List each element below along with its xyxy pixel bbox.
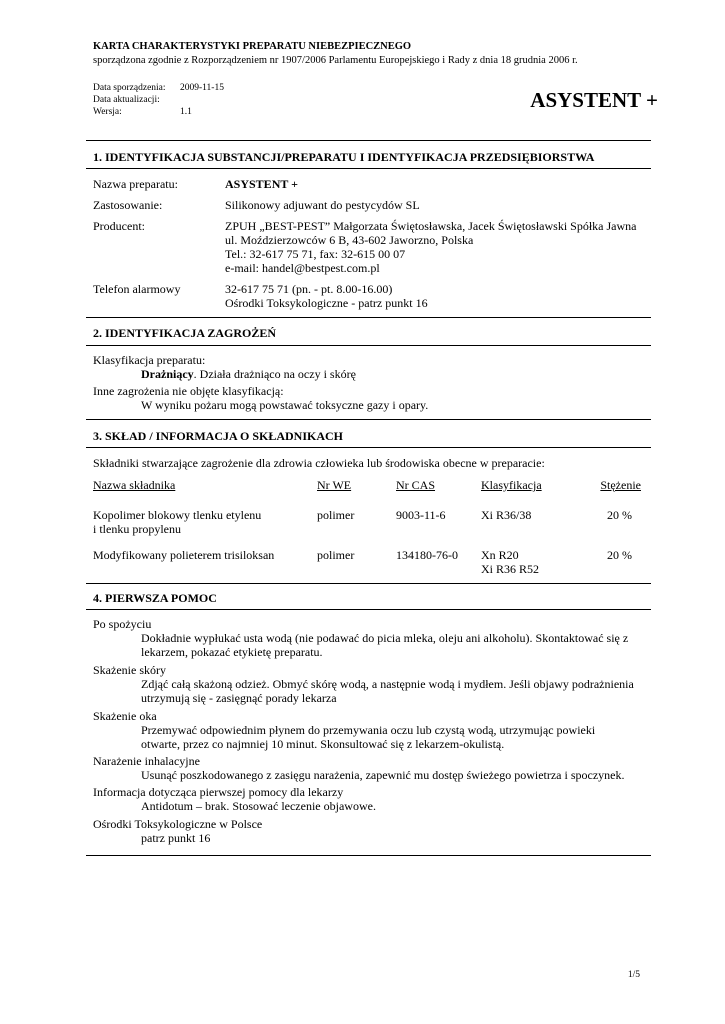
first-aid-heading: Narażenie inhalacyjne <box>93 754 200 768</box>
producer-line: ZPUH „BEST-PEST” Małgorzata Świętosławska, Jacek Świętosławski Spółka Jawna <box>225 219 637 233</box>
first-aid-heading: Skażenie skóry <box>93 663 166 677</box>
first-aid-text: lekarzem, pokazać etykietę preparatu. <box>141 645 323 659</box>
product-name-value: ASYSTENT + <box>225 177 298 191</box>
classification-value <box>141 367 356 382</box>
component-name-cont: i tlenku propylenu <box>93 522 181 536</box>
version-value: 1.1 <box>180 107 192 117</box>
producer-label: Producent: <box>93 219 145 233</box>
first-aid-text: patrz punkt 16 <box>141 831 211 845</box>
version-label: Wersja: <box>93 107 122 117</box>
section-3-title: 3. SKŁAD / INFORMACJA O SKŁADNIKACH <box>93 429 344 443</box>
first-aid-text: utrzymują się - zasięgnąć porady lekarza <box>141 691 337 705</box>
other-hazards-value: W wyniku pożaru mogą powstawać toksyczne gazy i opary. <box>141 398 429 412</box>
divider <box>86 855 651 856</box>
first-aid-heading: Informacja dotycząca pierwszej pomocy dla lekarzy <box>93 785 344 799</box>
first-aid-text: otwarte, przez co najmniej 10 minut. Skonsultować się z lekarzem-okulistą. <box>141 737 505 751</box>
first-aid-heading: Skażenie oka <box>93 709 157 723</box>
divider <box>86 140 651 141</box>
divider <box>86 419 651 420</box>
component-concentration: 20 % <box>607 548 632 562</box>
column-header-name: Nazwa składnika <box>93 478 176 492</box>
component-name: Kopolimer blokowy tlenku etylenu <box>93 508 262 522</box>
alarm-phone-value: 32-617 75 71 (pn. - pt. 8.00-16.00) <box>225 282 393 296</box>
product-name-label: Nazwa preparatu: <box>93 177 178 191</box>
divider <box>86 345 651 346</box>
use-label: Zastosowanie: <box>93 198 163 212</box>
producer-line: Tel.: 32-617 75 71, fax: 32-615 00 07 <box>225 247 406 261</box>
first-aid-text: Usunąć poszkodowanego z zasięgu narażenia, zapewnić mu dostęp świeżego powietrza i spoczynek. <box>141 768 625 782</box>
divider <box>86 609 651 610</box>
component-cas: 134180-76-0 <box>396 548 458 562</box>
component-cas: 9003-11-6 <box>396 508 446 522</box>
column-header-concentration: Stężenie <box>600 478 641 492</box>
component-concentration: 20 % <box>607 508 632 522</box>
column-header-we: Nr WE <box>317 478 352 492</box>
column-header-cas: Nr CAS <box>396 478 436 492</box>
composition-intro: Składniki stwarzające zagrożenie dla zdrowia człowieka lub środowiska obecne w preparacie: <box>93 456 545 470</box>
classification-label: Klasyfikacja preparatu: <box>93 353 206 367</box>
document-subtitle: sporządzona zgodnie z Rozporządzeniem nr 1907/2006 Parlamentu Europejskiego i Rady z dnia 18 grudnia 2006 r. <box>93 55 578 66</box>
other-hazards-label: Inne zagrożenia nie objęte klasyfikacją: <box>93 384 284 398</box>
first-aid-heading: Ośrodki Toksykologiczne w Polsce <box>93 817 263 831</box>
component-classification: Xn R20 <box>481 548 519 562</box>
first-aid-text: Dokładnie wypłukać usta wodą (nie podawać do picia mleka, oleju ani alkoholu). Skontaktować się z <box>141 631 629 645</box>
divider <box>86 168 651 169</box>
component-classification: Xi R36/38 <box>481 508 532 522</box>
section-2-title: 2. IDENTYFIKACJA ZAGROŻEŃ <box>93 326 277 340</box>
first-aid-text: Antidotum – brak. Stosować leczenie objawowe. <box>141 799 376 813</box>
date-updated-label: Data aktualizacji: <box>93 95 160 105</box>
date-prepared-value: 2009-11-15 <box>180 83 224 93</box>
divider <box>86 447 651 448</box>
section-1-title: 1. IDENTYFIKACJA SUBSTANCJI/PREPARATU I IDENTYFIKACJA PRZEDSIĘBIORSTWA <box>93 150 595 164</box>
divider <box>86 583 651 584</box>
first-aid-text: Przemywać odpowiednim płynem do przemywania oczu lub czystą wodą, utrzymując powieki <box>141 723 596 737</box>
product-name-header: ASYSTENT + <box>530 88 658 112</box>
component-we: polimer <box>317 548 355 562</box>
classification-description: . Działa drażniąco na oczy i skórę <box>193 367 356 381</box>
alarm-phone-note: Ośrodki Toksykologiczne - patrz punkt 16 <box>225 296 428 310</box>
first-aid-heading: Po spożyciu <box>93 617 152 631</box>
document-title: KARTA CHARAKTERYSTYKI PREPARATU NIEBEZPIECZNEGO <box>93 41 412 52</box>
alarm-phone-label: Telefon alarmowy <box>93 282 181 296</box>
component-classification-cont: Xi R36 R52 <box>481 562 540 576</box>
date-prepared-label: Data sporządzenia: <box>93 83 166 93</box>
producer-email: e-mail: handel@bestpest.com.pl <box>225 261 380 275</box>
section-4-title: 4. PIERWSZA POMOC <box>93 591 217 605</box>
use-value: Silikonowy adjuwant do pestycydów SL <box>225 198 420 212</box>
classification-symbol: Drażniący <box>141 367 194 381</box>
component-we: polimer <box>317 508 355 522</box>
page-number: 1/5 <box>627 970 640 980</box>
first-aid-text: Zdjąć całą skażoną odzież. Obmyć skórę wodą, a następnie wodą i mydłem. Jeśli objawy podrażnienia <box>141 677 634 691</box>
producer-line: ul. Moździerzowców 6 B, 43-602 Jaworzno, Polska <box>225 233 474 247</box>
divider <box>86 317 651 318</box>
column-header-classification: Klasyfikacja <box>481 478 542 492</box>
component-name: Modyfikowany polieterem trisiloksan <box>93 548 275 562</box>
